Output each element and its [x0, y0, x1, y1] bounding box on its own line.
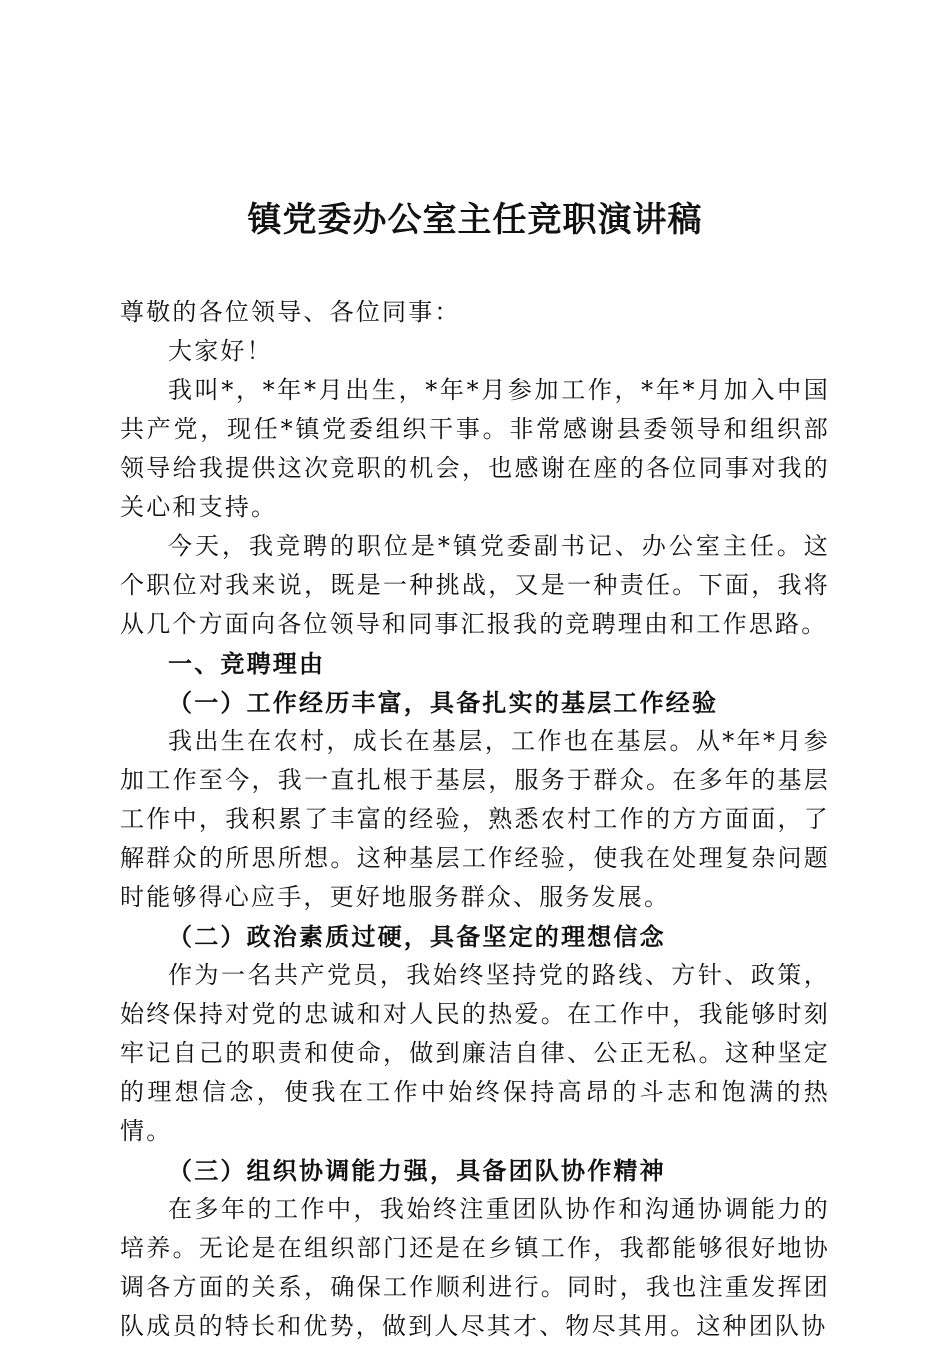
document-title: 镇党委办公室主任竞职演讲稿	[247, 200, 703, 240]
subsection-paragraph: 在多年的工作中，我始终注重团队协作和沟通协调能力的培养。无论是在组织部门还是在乡镇工作，我都能够很好地协调各方面的关系，确保工作顺利进行。同时，我也注重发挥团队成员的特长和优势，做到人尽其才、物尽其用。这种团队协	[120, 1195, 830, 1340]
document-body	[120, 293, 830, 1346]
subsection-heading: （三）组织协调能力强，具备团队协作精神	[168, 1156, 666, 1185]
section-heading: 一、竞聘理由	[168, 649, 326, 678]
subsection-heading: （二）政治素质过硬，具备坚定的理想信念	[168, 922, 666, 951]
intro-paragraph: 我叫*，*年*月出生，*年*月参加工作，*年*月加入中国共产党，现任*镇党委组织干事。非常感谢县委领导和组织部领导给我提供这次竞职的机会，也感谢在座的各位同事对我的关心和支持。	[120, 376, 830, 521]
subsection-heading: （一）工作经历丰富，具备扎实的基层工作经验	[168, 688, 719, 717]
position-paragraph: 今天，我竞聘的职位是*镇党委副书记、办公室主任。这个职位对我来说，既是一种挑战，又是一种责任。下面，我将从几个方面向各位领导和同事汇报我的竞聘理由和工作思路。	[120, 532, 830, 638]
subsection-paragraph: 作为一名共产党员，我始终坚持党的路线、方针、政策，始终保持对党的忠诚和对人民的热爱。在工作中，我能够时刻牢记自己的职责和使命，做到廉洁自律、公正无私。这种坚定的理想信念，使我在工作中始终保持高昂的斗志和饱满的热情。	[120, 961, 830, 1145]
subsection-paragraph: 我出生在农村，成长在基层，工作也在基层。从*年*月参加工作至今，我一直扎根于基层，服务于群众。在多年的基层工作中，我积累了丰富的经验，熟悉农村工作的方方面面，了解群众的所思所想。这种基层工作经验，使我在处理复杂问题时能够得心应手，更好地服务群众、服务发展。	[120, 727, 830, 911]
greeting: 大家好！	[168, 337, 273, 365]
salutation: 尊敬的各位领导、各位同事：	[120, 298, 461, 326]
